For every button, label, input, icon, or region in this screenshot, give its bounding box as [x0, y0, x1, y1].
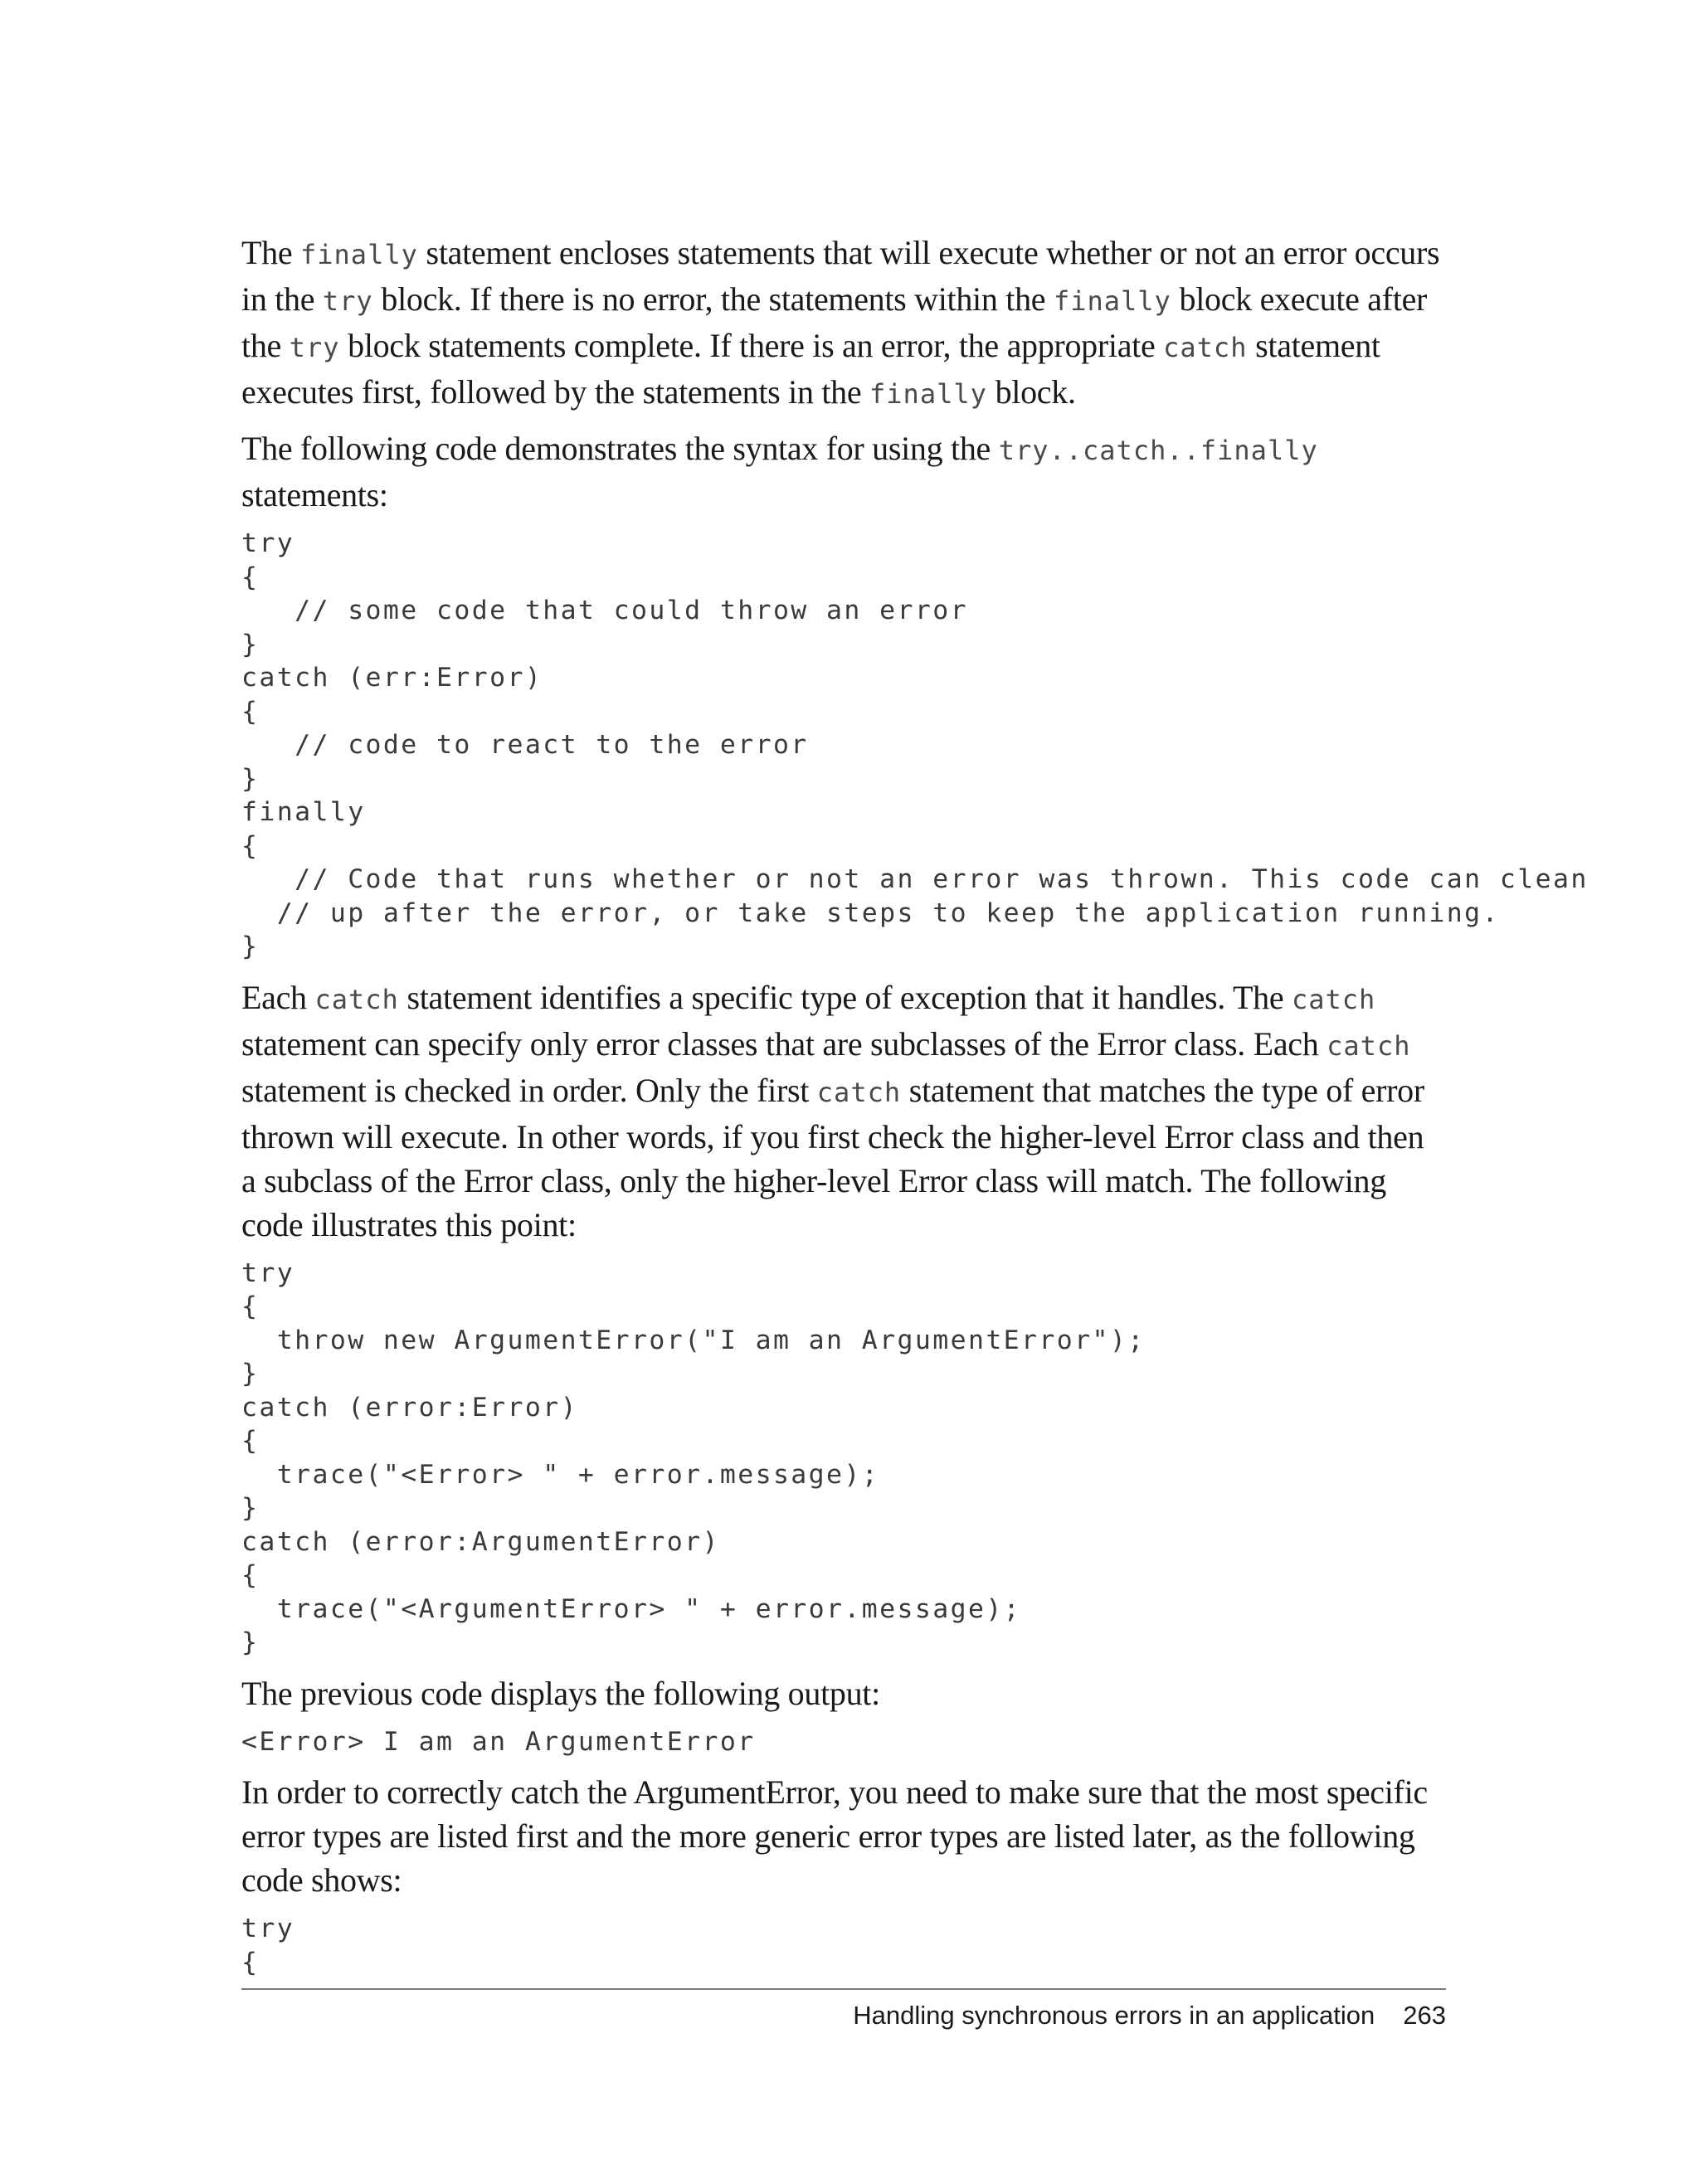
- inline-code: catch: [816, 1076, 902, 1108]
- code-line: {: [241, 1426, 260, 1456]
- page-content: [241, 231, 1589, 1991]
- paragraph-finally-intro: [241, 231, 1446, 416]
- code-line: // up after the error, or take steps to keep the application running.: [241, 897, 1500, 928]
- code-line: try: [241, 528, 295, 558]
- inline-code: catch: [1163, 332, 1248, 363]
- code-line: finally: [241, 797, 366, 827]
- code-block-output: [241, 1725, 1446, 1759]
- code-line: {: [241, 1291, 260, 1321]
- code-line: }: [241, 931, 260, 961]
- code-line: }: [241, 1493, 260, 1523]
- code-block-correct-order: [241, 1912, 1446, 1979]
- code-line: throw new ArgumentError("I am an ArgumentError");: [241, 1325, 1146, 1355]
- code-line: try: [241, 1257, 295, 1288]
- code-line: catch (error:ArgumentError): [241, 1526, 720, 1557]
- prose-text: statements:: [241, 476, 388, 513]
- prose-text: statement can specify only error classes that are subclasses of the Error class. Each: [241, 1024, 1327, 1063]
- prose-text: statement executes first, followed by the statements in the: [241, 327, 1380, 411]
- paragraph-output-intro: [241, 1671, 1446, 1715]
- footer-divider: [241, 1988, 1446, 1990]
- inline-code: finally: [869, 378, 987, 410]
- prose-text: block. If there is no error, the statements within the: [372, 280, 1054, 318]
- code-line: catch (error:Error): [241, 1392, 578, 1423]
- code-line: // some code that could throw an error: [241, 596, 968, 625]
- code-block-catch-order-example: [241, 1257, 1446, 1660]
- code-line: {: [241, 830, 260, 861]
- inline-code: finally: [300, 239, 418, 270]
- prose-text: block statements complete. If there is an error, the appropriate: [339, 327, 1164, 364]
- code-line: }: [241, 1359, 260, 1389]
- code-line: }: [241, 629, 260, 659]
- prose-text: block.: [986, 373, 1076, 411]
- code-block-try-catch-finally: [241, 527, 1589, 964]
- code-line: {: [241, 1560, 260, 1590]
- prose-text: statement is checked in order. Only the first: [241, 1071, 817, 1109]
- page-number: 263: [1403, 2001, 1446, 2030]
- code-line: {: [241, 1947, 260, 1977]
- footer-section-title: Handling synchronous errors in an application: [853, 2001, 1375, 2030]
- code-line: {: [241, 562, 260, 592]
- inline-code: try: [322, 285, 373, 317]
- inline-code: catch: [1291, 983, 1376, 1015]
- code-line: try: [241, 1914, 295, 1943]
- prose-text: statement encloses statements that will execute whether or not an error occurs in the: [241, 234, 1440, 318]
- code-line: // Code that runs whether or not an error was thrown. This code can clean: [241, 864, 1589, 894]
- code-line: // code to react to the error: [241, 730, 809, 760]
- code-line: catch (err:Error): [241, 663, 543, 693]
- inline-code: try..catch..finally: [998, 435, 1318, 466]
- prose-text: statement identifies a specific type of exception that it handles. The: [398, 978, 1292, 1016]
- code-line: trace("<Error> " + error.message);: [241, 1459, 880, 1490]
- prose-text: statement that matches the type of error thrown will execute. In other words, if you first check the higher-level Error class and then a subclass of the Error class, only the higher-level Error class will match. The following code illustrates this point:: [241, 1071, 1424, 1243]
- code-line: <Error> I am an ArgumentError: [241, 1726, 756, 1757]
- prose-text: The following code demonstrates the syntax for using the: [241, 430, 999, 467]
- paragraph-syntax-intro: [241, 426, 1446, 517]
- prose-text: The previous code displays the following output:: [241, 1674, 880, 1712]
- code-line: }: [241, 1627, 260, 1657]
- inline-code: try: [289, 332, 340, 363]
- prose-text: block execute after the: [241, 280, 1428, 364]
- paragraph-specific-first: [241, 1770, 1446, 1902]
- page-footer: [241, 2001, 1446, 2031]
- code-line: trace("<ArgumentError> " + error.message);: [241, 1593, 1022, 1624]
- prose-text: The: [241, 234, 300, 271]
- code-line: {: [241, 696, 260, 727]
- paragraph-catch-order: [241, 975, 1446, 1247]
- prose-text: In order to correctly catch the ArgumentError, you need to make sure that the most specific error types are listed first and the more generic error types are listed later, as the following code shows:: [241, 1773, 1428, 1899]
- inline-code: finally: [1053, 285, 1171, 317]
- prose-text: Each: [241, 978, 315, 1016]
- inline-code: catch: [1327, 1029, 1411, 1062]
- inline-code: catch: [314, 983, 399, 1015]
- code-line: }: [241, 763, 260, 794]
